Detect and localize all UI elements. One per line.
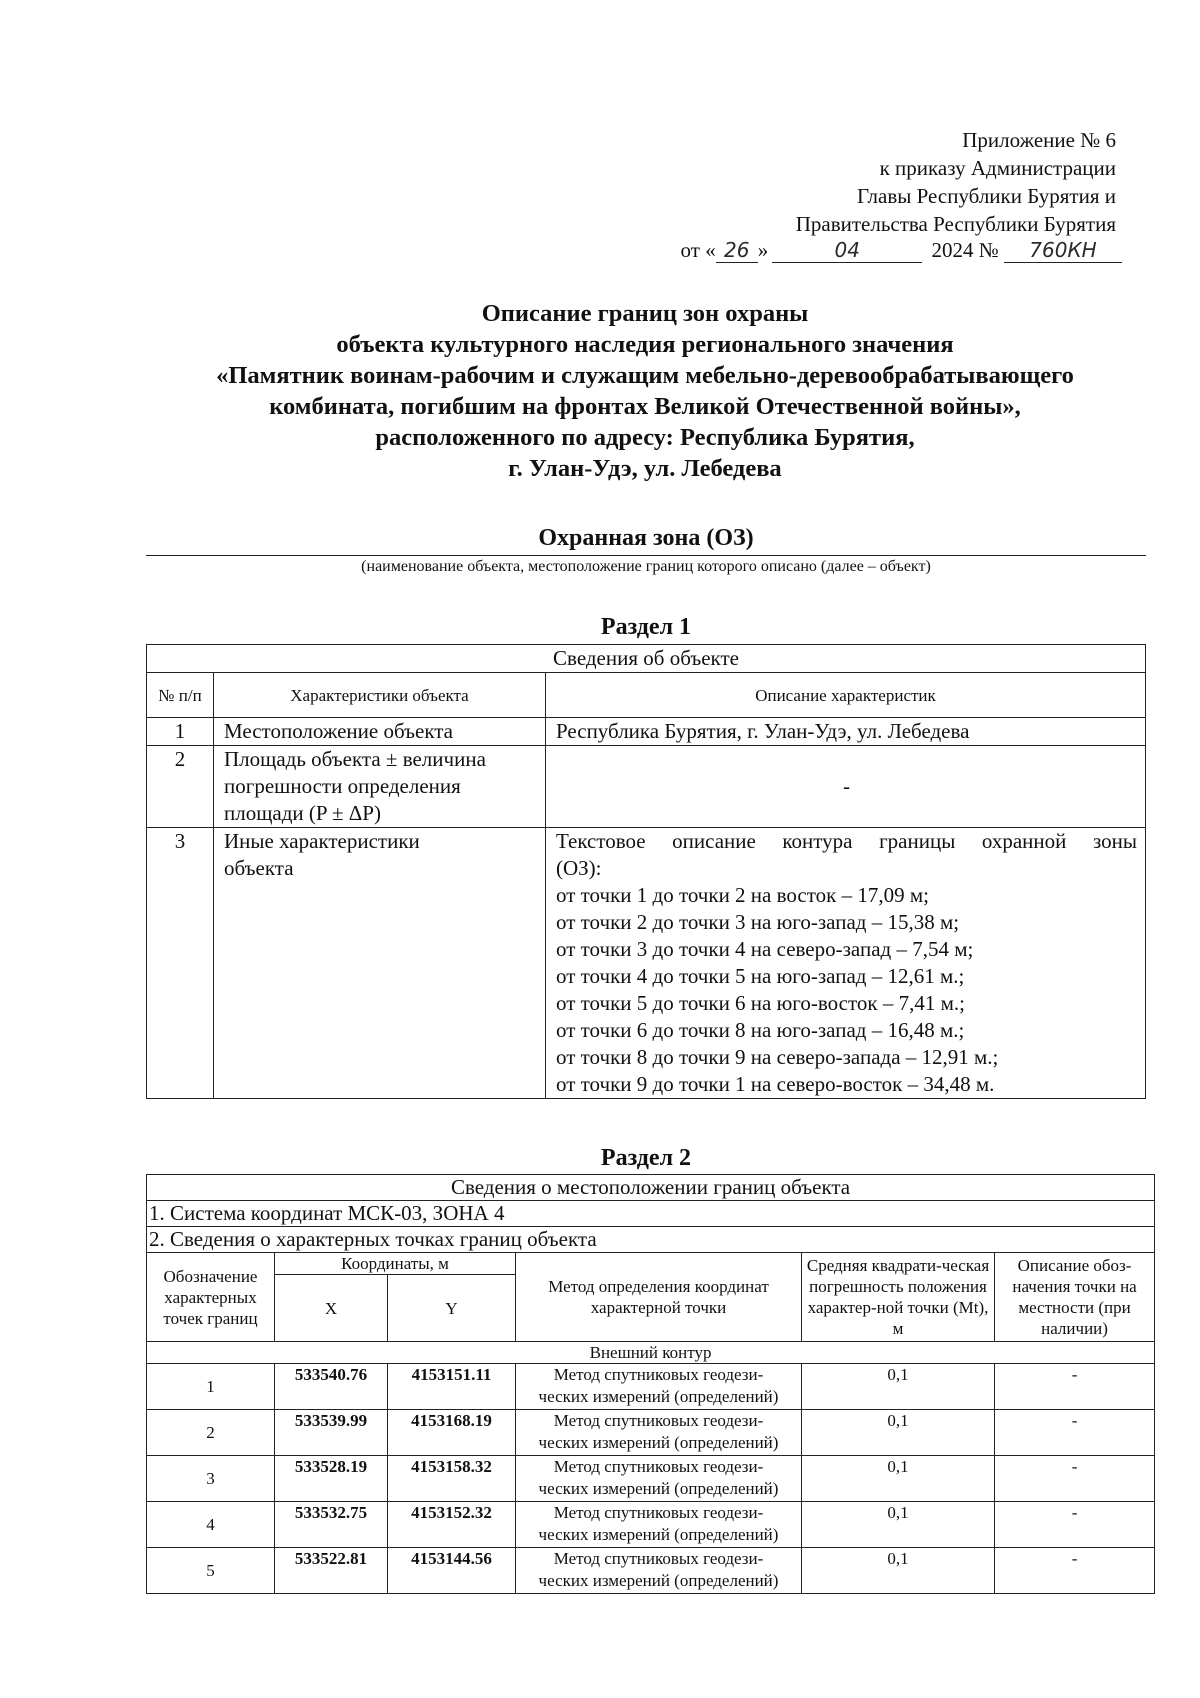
point-method (516, 1364, 802, 1410)
title-line: Описание границ зон охраны (481, 300, 809, 327)
description-line: от точки 8 до точки 9 на северо-запада – 12,91 м.; (556, 1045, 999, 1069)
method-line: ческих измерений (определений) (538, 1525, 779, 1544)
point-y: 4153168.19 (388, 1410, 516, 1456)
date-year: 2024 № (931, 238, 999, 262)
point-method (516, 1456, 802, 1502)
point-description: - (995, 1410, 1155, 1456)
characteristic-line: Площадь объекта ± величина (224, 747, 486, 771)
table-row (147, 718, 1146, 746)
point-description: - (995, 1364, 1155, 1410)
handwritten-month: 04 (772, 238, 922, 263)
header-mt: Средняя квадрати-ческая погрешность положения характер-ной точки (Mt), м (802, 1253, 995, 1342)
point-method (516, 1502, 802, 1548)
header-point-description: Описание обоз-начения точки на местности (при наличии) (995, 1253, 1155, 1342)
method-line: Метод спутниковых геодези- (553, 1457, 764, 1476)
characteristic-line: погрешности определения (224, 774, 461, 798)
row-characteristic: Местоположение объекта (214, 718, 546, 746)
characteristic-line: объекта (224, 856, 294, 880)
title-line: комбината, погибшим на фронтах Великой Отечественной войны», (269, 393, 1021, 420)
appendix-line: Главы Республики Бурятия и (857, 184, 1116, 208)
point-number: 5 (147, 1548, 275, 1594)
method-line: Метод спутниковых геодези- (553, 1549, 764, 1568)
title-line: объекта культурного наследия регионального значения (336, 331, 954, 358)
method-line: ческих измерений (определений) (538, 1571, 779, 1590)
point-x: 533532.75 (275, 1502, 388, 1548)
zone-caption: (наименование объекта, местоположение границ которого описано (далее – объект) (361, 558, 931, 575)
description-line: от точки 6 до точки 8 на юго-запад – 16,48 м.; (556, 1018, 965, 1042)
section1-caption: Сведения об объекте (147, 645, 1146, 673)
date-quote: » (757, 238, 769, 262)
point-x: 533522.81 (275, 1548, 388, 1594)
point-x: 533540.76 (275, 1364, 388, 1410)
header-coordinates: Координаты, м (275, 1253, 516, 1275)
coordinate-system: 1. Система координат МСК-03, ЗОНА 4 (147, 1201, 1155, 1227)
method-line: ческих измерений (определений) (538, 1479, 779, 1498)
description-line: от точки 4 до точки 5 на юго-запад – 12,61 м.; (556, 964, 965, 988)
point-y: 4153158.32 (388, 1456, 516, 1502)
point-mt: 0,1 (802, 1410, 995, 1456)
description-line: Текстовое описание контура границы охранной зоны (556, 829, 1137, 853)
table-row (147, 1456, 1155, 1502)
description-line: от точки 9 до точки 1 на северо-восток – 34,48 м. (556, 1072, 995, 1096)
table-row (147, 828, 1146, 1099)
order-date-line (681, 236, 1122, 264)
section1-title: Раздел 1 (600, 614, 692, 640)
characteristic-line: Иные характеристики (224, 829, 420, 853)
title-line: г. Улан-Удэ, ул. Лебедева (508, 455, 782, 482)
zone-block (146, 523, 1146, 577)
title-line: «Памятник воинам-рабочим и служащим мебельно-деревообрабатывающего (216, 362, 1074, 389)
point-x: 533528.19 (275, 1456, 388, 1502)
point-number: 4 (147, 1502, 275, 1548)
section2-caption: Сведения о местоположении границ объекта (147, 1175, 1155, 1201)
point-description: - (995, 1502, 1155, 1548)
row-characteristic (214, 746, 546, 828)
row-description (546, 828, 1146, 1099)
table-row (147, 1548, 1155, 1594)
point-y: 4153151.11 (388, 1364, 516, 1410)
description-line: от точки 2 до точки 3 на юго-запад – 15,38 м; (556, 910, 960, 934)
row-number: 3 (147, 828, 214, 1099)
row-description: Республика Бурятия, г. Улан-Удэ, ул. Лебедева (546, 718, 1146, 746)
row-number: 2 (147, 746, 214, 828)
title-line: расположенного по адресу: Республика Бурятия, (375, 424, 915, 451)
description-line: от точки 3 до точки 4 на северо-запад – 7,54 м; (556, 937, 974, 961)
point-mt: 0,1 (802, 1364, 995, 1410)
appendix-line: Приложение № 6 (962, 128, 1116, 152)
method-line: ческих измерений (определений) (538, 1387, 779, 1406)
appendix-line: Правительства Республики Бурятия (795, 212, 1116, 236)
point-number: 3 (147, 1456, 275, 1502)
document-title (120, 298, 1170, 484)
method-line: Метод спутниковых геодези- (553, 1365, 764, 1384)
point-mt: 0,1 (802, 1502, 995, 1548)
row-characteristic (214, 828, 546, 1099)
point-method (516, 1548, 802, 1594)
point-number: 2 (147, 1410, 275, 1456)
zone-underline (146, 555, 1146, 556)
appendix-line: к приказу Администрации (879, 156, 1116, 180)
method-line: ческих измерений (определений) (538, 1433, 779, 1452)
table-row (147, 746, 1146, 828)
point-method (516, 1410, 802, 1456)
section2-table (146, 1174, 1155, 1594)
row-description: - (546, 746, 1146, 828)
handwritten-order-number: 760КН (1004, 238, 1122, 263)
point-y: 4153152.32 (388, 1502, 516, 1548)
section2-title: Раздел 2 (600, 1145, 692, 1171)
point-description: - (995, 1456, 1155, 1502)
point-number: 1 (147, 1364, 275, 1410)
point-x: 533539.99 (275, 1410, 388, 1456)
method-line: Метод спутниковых геодези- (553, 1503, 764, 1522)
header-number: № п/п (147, 673, 214, 718)
header-characteristics: Характеристики объекта (214, 673, 546, 718)
header-x: X (275, 1275, 388, 1342)
header-designation: Обозначение характерных точек границ (147, 1253, 275, 1342)
zone-name: Охранная зона (ОЗ) (538, 525, 754, 551)
handwritten-day: 26 (716, 238, 758, 263)
table-row (147, 1410, 1155, 1456)
table-row (147, 1364, 1155, 1410)
description-line: от точки 1 до точки 2 на восток – 17,09 м; (556, 883, 929, 907)
points-caption: 2. Сведения о характерных точках границ объекта (147, 1227, 1155, 1253)
row-number: 1 (147, 718, 214, 746)
header-y: Y (388, 1275, 516, 1342)
point-mt: 0,1 (802, 1456, 995, 1502)
appendix-header (796, 126, 1116, 238)
point-mt: 0,1 (802, 1548, 995, 1594)
contour-label: Внешний контур (147, 1342, 1155, 1364)
description-line: от точки 5 до точки 6 на юго-восток – 7,41 м.; (556, 991, 965, 1015)
point-y: 4153144.56 (388, 1548, 516, 1594)
header-description: Описание характеристик (546, 673, 1146, 718)
table-row (147, 1502, 1155, 1548)
date-prefix: от « (680, 238, 716, 262)
header-method: Метод определения координат характерной точки (516, 1253, 802, 1342)
method-line: Метод спутниковых геодези- (553, 1411, 764, 1430)
section1-table (146, 644, 1146, 1099)
characteristic-line: площади (P ± ΔP) (224, 801, 381, 825)
point-description: - (995, 1548, 1155, 1594)
description-line: (ОЗ): (556, 856, 602, 880)
